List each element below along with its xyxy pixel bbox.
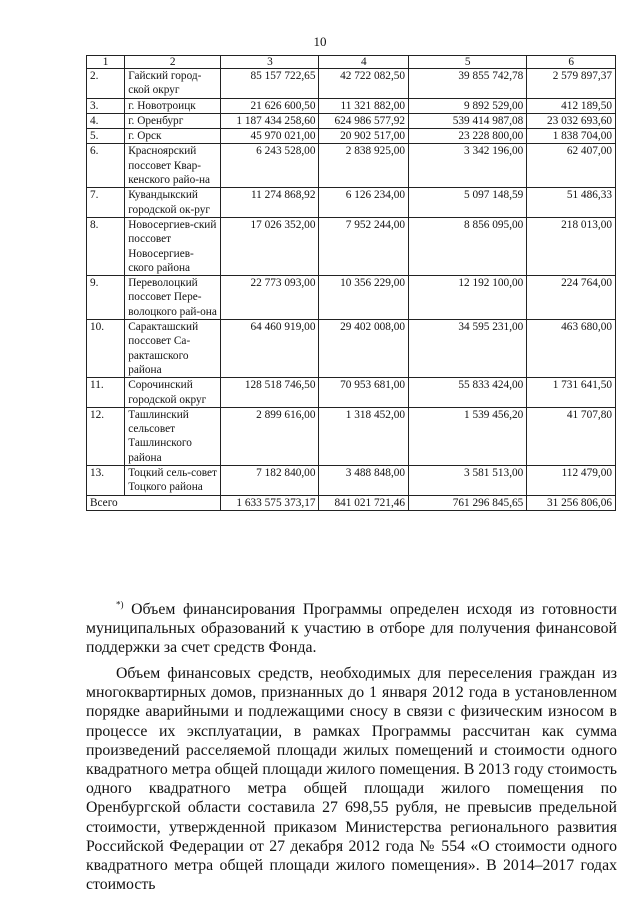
table-row [87, 217, 616, 275]
municipality-cell: Новосергиев-ский поссовет Новосергиев-ского района [125, 217, 221, 275]
amount-cell: 23 228 800,00 [409, 129, 527, 144]
table-row [87, 69, 616, 99]
amount-cell: 64 460 919,00 [221, 320, 319, 378]
amount-cell: 3 488 848,00 [319, 466, 409, 496]
amount-cell: 51 486,33 [527, 188, 616, 218]
header-cell: 5 [409, 56, 527, 69]
amount-cell: 7 952 244,00 [319, 217, 409, 275]
row-number-cell: 4. [87, 113, 125, 128]
amount-cell: 11 321 882,00 [319, 98, 409, 113]
row-number-cell: 6. [87, 144, 125, 188]
table-row [87, 378, 616, 408]
header-cell: 6 [527, 56, 616, 69]
table-row [87, 407, 616, 465]
header-cell: 4 [319, 56, 409, 69]
municipality-cell: Ташлинский сельсовет Ташлинского района [125, 407, 221, 465]
total-label: Всего [87, 495, 221, 510]
footnote-text: Объем финансирования Программы определен исходя из готовности муниципальных образований к участию в отборе для получения финансовой поддержки за счет средств Фонда. [86, 601, 617, 657]
total-amount-cell: 1 633 575 373,17 [221, 495, 319, 510]
total-amount-cell: 761 296 845,65 [409, 495, 527, 510]
amount-cell: 2 579 897,37 [527, 69, 616, 99]
amount-cell: 224 764,00 [527, 276, 616, 320]
amount-cell: 20 902 517,00 [319, 129, 409, 144]
amount-cell: 412 189,50 [527, 98, 616, 113]
amount-cell: 70 953 681,00 [319, 378, 409, 408]
total-amount-cell: 31 256 806,06 [527, 495, 616, 510]
amount-cell: 7 182 840,00 [221, 466, 319, 496]
total-amount-cell: 841 021 721,46 [319, 495, 409, 510]
table-row [87, 466, 616, 496]
financing-table [86, 55, 616, 511]
header-cell: 2 [125, 56, 221, 69]
table-row [87, 144, 616, 188]
row-number-cell: 2. [87, 69, 125, 99]
amount-cell: 1 539 456,20 [409, 407, 527, 465]
amount-cell: 41 707,80 [527, 407, 616, 465]
amount-cell: 85 157 722,65 [221, 69, 319, 99]
amount-cell: 5 097 148,59 [409, 188, 527, 218]
municipality-cell: Кувандыкский городской ок-руг [125, 188, 221, 218]
amount-cell: 10 356 229,00 [319, 276, 409, 320]
amount-cell: 23 032 693,60 [527, 113, 616, 128]
amount-cell: 6 126 234,00 [319, 188, 409, 218]
municipality-cell: Тоцкий сель-совет Тоцкого района [125, 466, 221, 496]
row-number-cell: 3. [87, 98, 125, 113]
page-number: 10 [313, 34, 327, 49]
amount-cell: 62 407,00 [527, 144, 616, 188]
amount-cell: 218 013,00 [527, 217, 616, 275]
amount-cell: 2 838 925,00 [319, 144, 409, 188]
row-number-cell: 7. [87, 188, 125, 218]
table-row [87, 98, 616, 113]
amount-cell: 11 274 868,92 [221, 188, 319, 218]
footnote [86, 600, 617, 658]
footnote-marker: *) [116, 599, 124, 610]
municipality-cell: Красноярский поссовет Квар-кенского райо-на [125, 144, 221, 188]
body-paragraph: Объем финансовых средств, необходимых для переселения граждан из многоквартирных домов, признанных до 1 января 2012 года в установленном порядке аварийными и подлежащими сносу в связи с физическим износом в процессе их эксплуатации, в рамках Программы рассчитан как сумма произведений расселяемой площади жилых помещений и стоимости одного квадратного метра общей площади жилого помещения. В 2013 году стоимость одного квадратного метра общей площади жилого помещения по Оренбургской области составила 27 698,55 рубля, не превысив предельной стоимости, утвержденной приказом Министерства регионального развития Российской Федерации от 27 декабря 2012 года № 554 «О стоимости одного квадратного метра общей площади жилого помещения». В 2014–2017 годах стоимость [86, 665, 617, 894]
amount-cell: 1 318 452,00 [319, 407, 409, 465]
table-row [87, 188, 616, 218]
row-number-cell: 8. [87, 217, 125, 275]
table-header-row [87, 56, 616, 69]
amount-cell: 45 970 021,00 [221, 129, 319, 144]
municipality-cell: Саракташский поссовет Са-ракташского района [125, 320, 221, 378]
municipality-cell: Сорочинский городской округ [125, 378, 221, 408]
amount-cell: 9 892 529,00 [409, 98, 527, 113]
amount-cell: 1 731 641,50 [527, 378, 616, 408]
row-number-cell: 13. [87, 466, 125, 496]
amount-cell: 17 026 352,00 [221, 217, 319, 275]
row-number-cell: 9. [87, 276, 125, 320]
amount-cell: 29 402 008,00 [319, 320, 409, 378]
municipality-cell: г. Новотроицк [125, 98, 221, 113]
amount-cell: 463 680,00 [527, 320, 616, 378]
amount-cell: 3 581 513,00 [409, 466, 527, 496]
amount-cell: 2 899 616,00 [221, 407, 319, 465]
row-number-cell: 10. [87, 320, 125, 378]
amount-cell: 6 243 528,00 [221, 144, 319, 188]
amount-cell: 8 856 095,00 [409, 217, 527, 275]
amount-cell: 12 192 100,00 [409, 276, 527, 320]
amount-cell: 22 773 093,00 [221, 276, 319, 320]
header-cell: 3 [221, 56, 319, 69]
amount-cell: 3 342 196,00 [409, 144, 527, 188]
row-number-cell: 5. [87, 129, 125, 144]
amount-cell: 42 722 082,50 [319, 69, 409, 99]
amount-cell: 34 595 231,00 [409, 320, 527, 378]
amount-cell: 39 855 742,78 [409, 69, 527, 99]
table-row [87, 129, 616, 144]
amount-cell: 21 626 600,50 [221, 98, 319, 113]
municipality-cell: Гайский город-ской округ [125, 69, 221, 99]
amount-cell: 128 518 746,50 [221, 378, 319, 408]
total-row [87, 495, 616, 510]
amount-cell: 539 414 987,08 [409, 113, 527, 128]
municipality-cell: г. Орск [125, 129, 221, 144]
municipality-cell: г. Оренбург [125, 113, 221, 128]
row-number-cell: 11. [87, 378, 125, 408]
header-cell: 1 [87, 56, 125, 69]
table-row [87, 113, 616, 128]
row-number-cell: 12. [87, 407, 125, 465]
amount-cell: 112 479,00 [527, 466, 616, 496]
municipality-cell: Переволоцкий поссовет Пере-волоцкого рай-она [125, 276, 221, 320]
amount-cell: 55 833 424,00 [409, 378, 527, 408]
amount-cell: 624 986 577,92 [319, 113, 409, 128]
amount-cell: 1 838 704,00 [527, 129, 616, 144]
amount-cell: 1 187 434 258,60 [221, 113, 319, 128]
table-row [87, 320, 616, 378]
table-row [87, 276, 616, 320]
